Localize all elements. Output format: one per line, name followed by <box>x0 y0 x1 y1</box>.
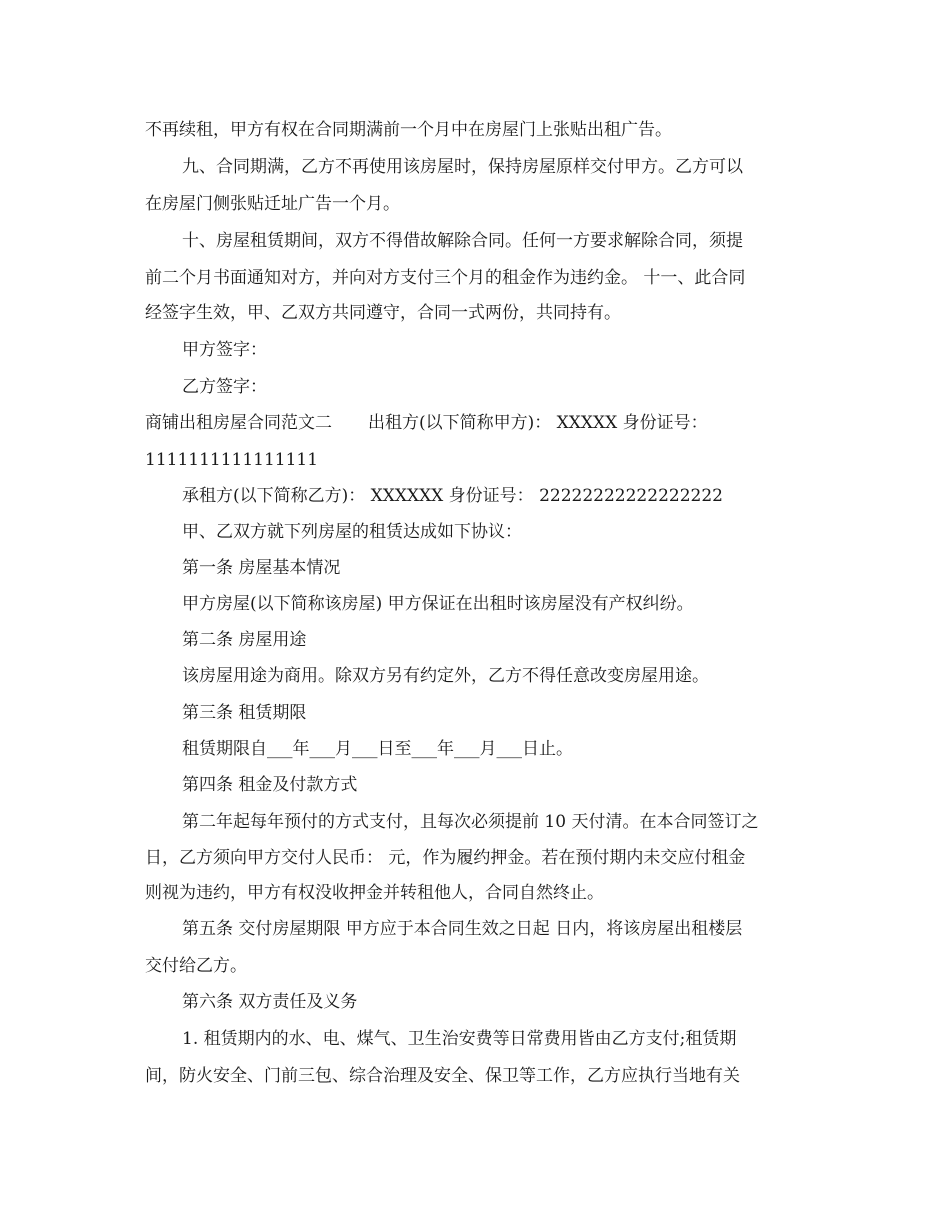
text-line: 经签字生效，甲、乙双方共同遵守，合同一式两份，共同持有。 <box>145 303 621 323</box>
signature-label-party-a: 甲方签字： <box>182 340 267 360</box>
lessor-info: 出租方(以下简称甲方)： XXXXX 身份证号： <box>368 413 708 433</box>
text-line: 十、房屋租赁期间，双方不得借故解除合同。任何一方要求解除合同，须提 <box>182 231 743 251</box>
text-line: 第五条 交付房屋期限 甲方应于本合同生效之日起 日内，将该房屋出租楼层 <box>182 919 743 939</box>
section-title: 商铺出租房屋合同范文二 <box>145 413 332 433</box>
text-line: 该房屋用途为商用。除双方另有约定外，乙方不得任意改变房屋用途。 <box>182 666 709 686</box>
article-heading: 第四条 租金及付款方式 <box>182 775 358 795</box>
text-line: 在房屋门侧张贴迁址广告一个月。 <box>145 194 400 214</box>
text-line: 前二个月书面通知对方，并向对方支付三个月的租金作为违约金。 十一、此合同 <box>145 268 746 288</box>
text-line: 间，防火安全、门前三包、综合治理及安全、保卫等工作，乙方应执行当地有关 <box>145 1066 740 1086</box>
article-heading: 第一条 房屋基本情况 <box>182 558 341 578</box>
text-line: 则视为违约，甲方有权没收押金并转租他人，合同自然终止。 <box>145 883 604 903</box>
text-line: 交付给乙方。 <box>145 956 247 976</box>
text-line <box>145 412 815 434</box>
lessor-id-number: 1111111111111111 <box>145 450 319 470</box>
signature-label-party-b: 乙方签字： <box>182 377 267 397</box>
text-line: 九、合同期满，乙方不再使用该房屋时，保持房屋原样交付甲方。乙方可以 <box>182 157 743 177</box>
text-line: 甲方房屋(以下简称该房屋) 甲方保证在出租时该房屋没有产权纠纷。 <box>182 594 694 614</box>
article-heading: 第六条 双方责任及义务 <box>182 992 358 1012</box>
text-line: 不再续租，甲方有权在合同期满前一个月中在房屋门上张贴出租广告。 <box>145 120 672 140</box>
article-heading: 第二条 房屋用途 <box>182 630 307 650</box>
text-line: 租赁期限自___年___月___日至___年___月___日止。 <box>182 739 573 759</box>
text-line: 日，乙方须向甲方交付人民币： 元，作为履约押金。若在预付期内未交应付租金 <box>145 848 746 868</box>
article-heading: 第三条 租赁期限 <box>182 703 307 723</box>
text-line: 甲、乙双方就下列房屋的租赁达成如下协议： <box>182 522 522 542</box>
text-line: 1. 租赁期内的水、电、煤气、卫生治安费等日常费用皆由乙方支付;租赁期 <box>182 1029 737 1049</box>
text-line: 第二年起每年预付的方式支付，且每次必须提前 10 天付清。在本合同签订之 <box>182 812 759 832</box>
lessee-info: 承租方(以下简称乙方)： XXXXXX 身份证号： 22222222222222222 <box>182 486 723 506</box>
